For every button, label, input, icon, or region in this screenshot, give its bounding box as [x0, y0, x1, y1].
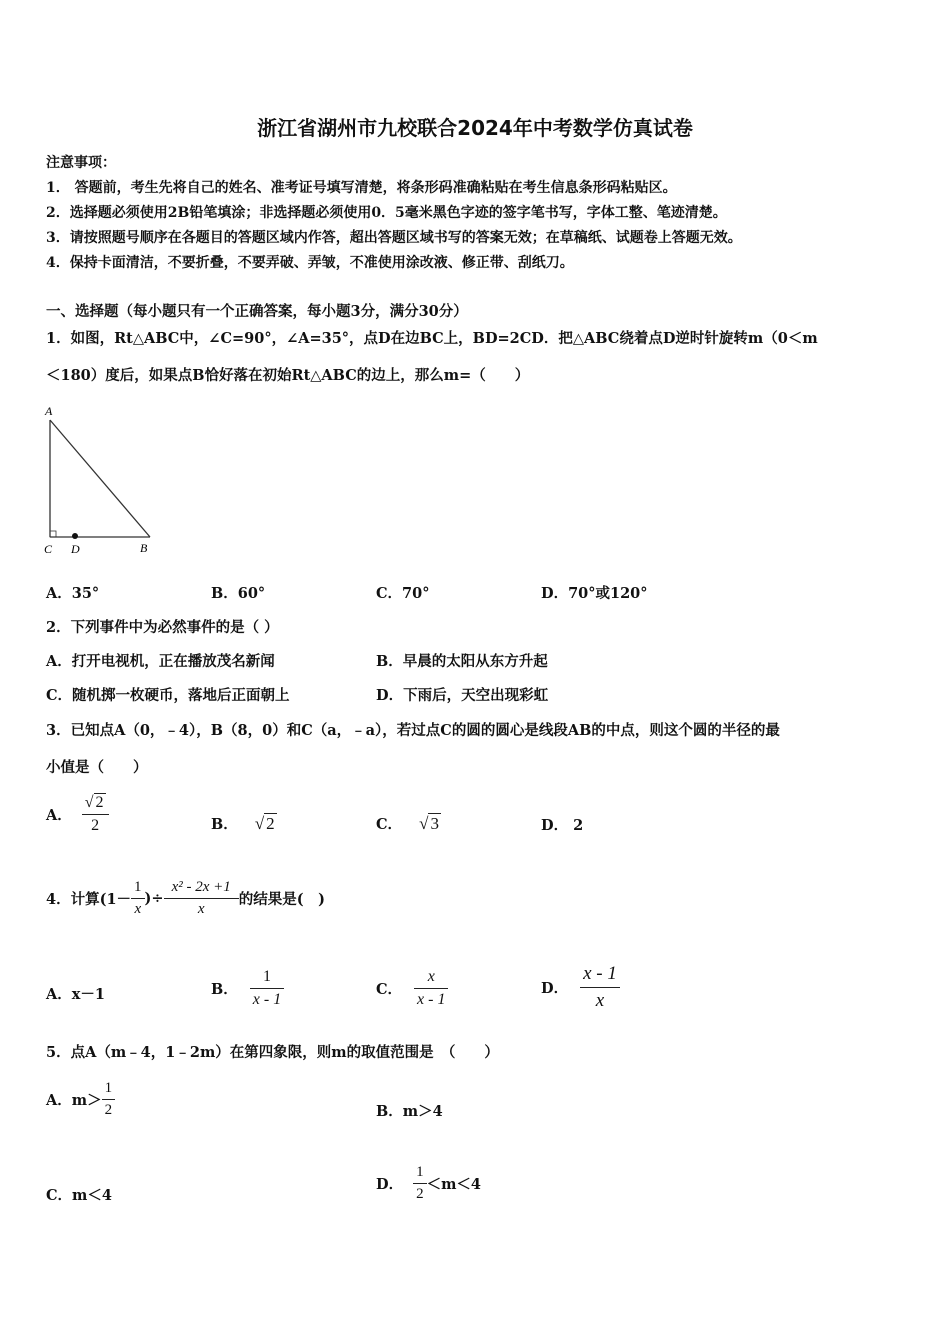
option-label: D． — [541, 979, 569, 997]
option-label: B． — [211, 816, 238, 833]
q1-stem-line2: ＜180）度后，如果点B恰好落在初始Rt△ABC的边上，那么m=（ ） — [46, 367, 530, 384]
q4-prefix: 4．计算(1－ — [46, 890, 132, 908]
fraction — [414, 968, 448, 1009]
option-label: C． — [376, 980, 403, 998]
q2-option-d: D．下雨后，天空出现彩虹 — [376, 687, 549, 704]
radicand: 2 — [266, 814, 275, 833]
fraction — [250, 968, 284, 1009]
denominator: 2 — [91, 816, 100, 834]
radicand: 3 — [430, 814, 439, 833]
point-d — [72, 533, 78, 539]
radicand: 2 — [95, 793, 104, 811]
q5-option-c: C．m＜4 — [46, 1187, 112, 1204]
numerator: x — [414, 968, 448, 989]
note-item: 4．保持卡面清洁，不要折叠，不要弄破、弄皱，不准使用涂改液、修正带、刮纸刀。 — [46, 255, 574, 271]
option-label: A． — [46, 986, 72, 1003]
q1-option-b: B．60° — [211, 585, 266, 602]
numerator: x² - 2x +1 — [164, 879, 239, 899]
fraction: $\frac{√ 2}{2}$ — [82, 794, 109, 835]
fraction — [102, 1080, 116, 1119]
section-heading: 一、选择题（每小题只有一个正确答案，每小题3分，满分30分） — [46, 303, 468, 320]
q4-option-b — [211, 963, 284, 1013]
q4-stem — [46, 873, 325, 923]
q2-stem: 2．下列事件中为必然事件的是（ ） — [46, 619, 279, 636]
label-d: D — [71, 542, 80, 556]
numerator: 1 — [250, 968, 284, 989]
q4-mid: )÷ — [144, 889, 164, 907]
q4-option-a — [46, 983, 105, 1004]
q1-option-c: C．70° — [376, 585, 430, 602]
option-label: D． — [541, 817, 569, 834]
denominator: x — [197, 900, 205, 917]
q3-stem-line1: 3．已知点A（0，﹣4），B（8，0）和C（a，﹣a），若过点C的圆的圆心是线段AB的中点，则这个圆的半径的最 — [46, 722, 780, 739]
q5-option-d — [376, 1158, 481, 1208]
notes-heading: 注意事项： — [46, 155, 116, 171]
numerator: 1 — [413, 1164, 427, 1184]
denominator: x — [134, 900, 142, 917]
denominator: 2 — [104, 1101, 113, 1118]
side-ab — [50, 420, 150, 537]
q3-stem-line2: 小值是（ ） — [46, 759, 148, 776]
option-value: 2 — [573, 817, 584, 834]
fraction — [413, 1164, 427, 1203]
q2-option-a: A．打开电视机，正在播放茂名新闻 — [46, 653, 275, 670]
denominator: 2 — [416, 1185, 424, 1202]
q2-option-c: C．随机掷一枚硬币，落地后正面朝上 — [46, 687, 290, 704]
fraction — [131, 879, 145, 918]
q1-stem-line1: 1．如图，Rt△ABC中，∠C=90°，∠A=35°，点D在边BC上，BD=2CD．把△ABC绕着点D逆时针旋转m（0＜m — [46, 330, 818, 347]
q3-option-a — [46, 789, 109, 839]
denominator: x - 1 — [417, 990, 446, 1008]
q4-option-c — [376, 963, 448, 1013]
numerator: x - 1 — [580, 963, 620, 988]
note-item: 2．选择题必须使用2B铅笔填涂；非选择题必须使用0．5毫米黑色字迹的签字笔书写，字体工整、笔迹清楚。 — [46, 205, 727, 221]
q2-option-b: B．早晨的太阳从东方升起 — [376, 653, 548, 670]
note-item: 1． 答题前，考生先将自己的姓名、准考证号填写清楚，将条形码准确粘贴在考生信息条形码粘贴区。 — [46, 180, 677, 196]
numerator: 1 — [131, 879, 145, 899]
fraction — [580, 963, 620, 1012]
option-label: B． — [211, 980, 238, 998]
q4-option-d — [541, 958, 620, 1016]
denominator: x - 1 — [252, 990, 282, 1008]
label-b: B — [140, 541, 148, 555]
q1-triangle-figure — [40, 400, 165, 562]
numerator: 1 — [102, 1080, 116, 1100]
q1-option-d: D．70°或120° — [541, 585, 648, 602]
denominator: x — [595, 989, 605, 1011]
label-a: A — [45, 404, 53, 418]
option-label: C． — [376, 816, 403, 833]
q5-option-b: B．m＞4 — [376, 1103, 443, 1120]
q1-option-a: A．35° — [46, 585, 100, 602]
q3-option-c: C． √ 3 — [376, 814, 439, 833]
fraction — [164, 879, 239, 918]
page-title: 浙江省湖州市九校联合2024年中考数学仿真试卷 — [257, 116, 693, 140]
q3-option-b: B． √ 2 — [211, 814, 275, 833]
q3-option-d — [541, 814, 583, 835]
option-label: D． — [376, 1175, 404, 1193]
option-text: ＜m＜4 — [426, 1175, 482, 1193]
label-c: C — [44, 542, 53, 556]
option-text: A．m＞ — [46, 1091, 102, 1109]
q5-stem: 5．点A（m﹣4，1﹣2m）在第四象限，则m的取值范围是 （ ） — [46, 1044, 499, 1061]
right-angle-mark — [50, 531, 56, 537]
option-label: A． — [46, 806, 72, 824]
note-item: 3．请按照题号顺序在各题目的答题区域内作答，超出答题区域书写的答案无效；在草稿纸、试题卷上答题无效。 — [46, 230, 742, 246]
option-value: x－1 — [71, 986, 105, 1003]
q4-suffix: 的结果是( ) — [238, 890, 325, 908]
q5-option-a — [46, 1074, 115, 1124]
